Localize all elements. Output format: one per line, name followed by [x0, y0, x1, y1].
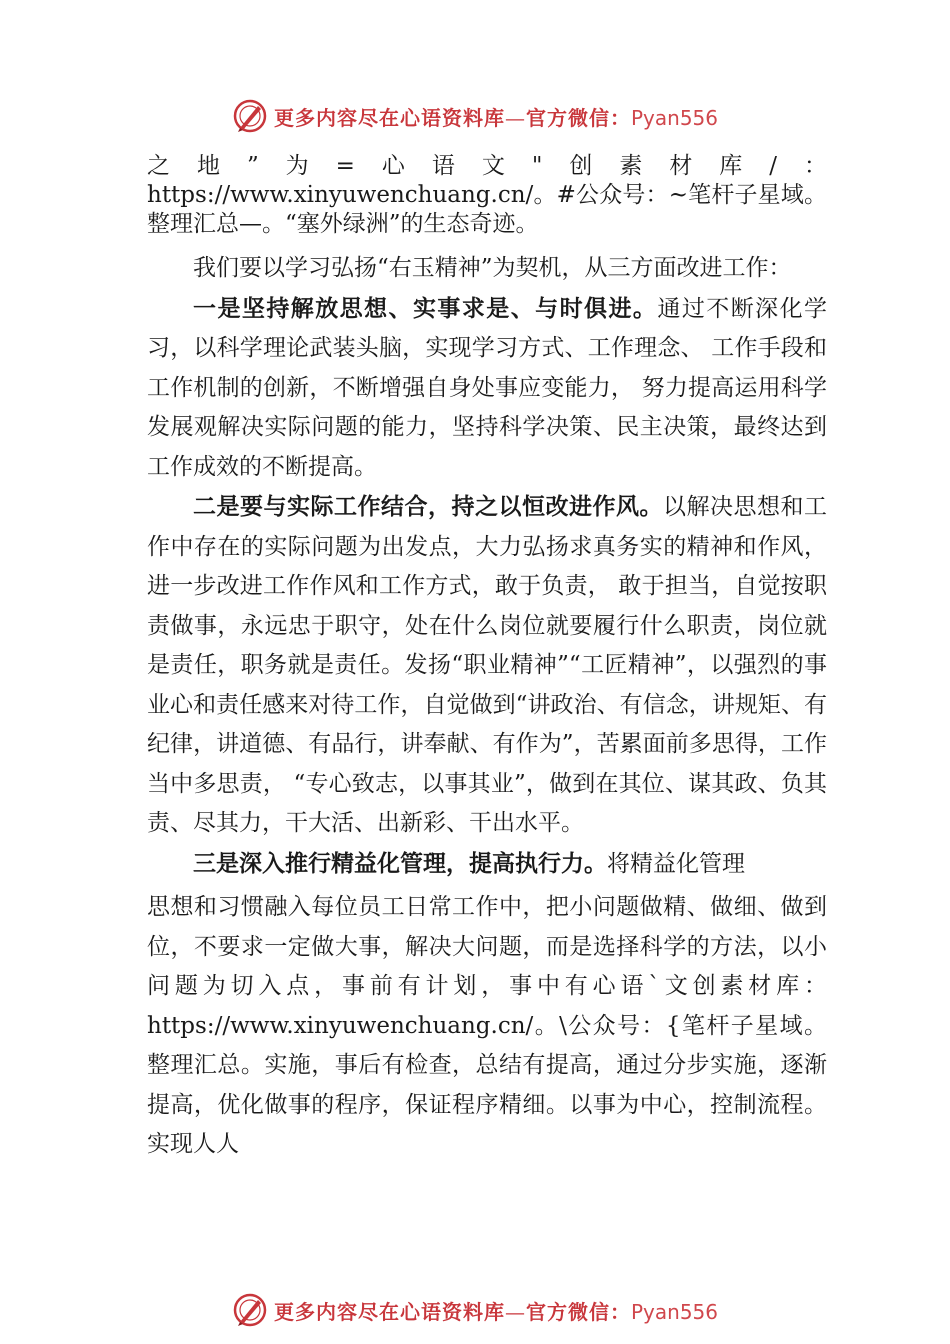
header-banner — [0, 96, 950, 136]
banner-text — [274, 102, 718, 131]
banner-text — [274, 1296, 718, 1325]
banner-title: 更多内容尽在心语资料库 — [273, 105, 505, 130]
banner-separator: — — [504, 1299, 526, 1324]
point-three-text: 将精益化管理 — [607, 850, 745, 877]
point-three-heading: 三是深入推行精益化管理，提高执行力。 — [193, 849, 607, 877]
banner-separator: — — [504, 105, 526, 130]
paragraph-opening: 我们要以学习弘扬“右玉精神”为契机，从三方面改进工作： — [193, 255, 792, 281]
banner-label: 官方微信： — [525, 105, 631, 130]
point-two-text: 以解决思想和工作中存在的实际问题为出发点，大力弘扬求真务实的精神和作风，进一步改进工作作风和工作方式，敢于负责， 敢于担当，自觉按职责做事，永远忠于职守，处在什么岗位就要履行什么职责，岗位就是责任，职务就是责任。发扬“职业精神”“工匠精神”，以强烈的事业心和责任感来对待工作，自觉做到“讲政治、有信念，讲规矩、有纪律，讲道德、有品行，讲奉献、有作为”，苦累面前多思得，工作当中多思责， “专心致志，以事其业”，做到在其位、谋其政、负其责、尽其力，干大活、出新彩、干出水平。 — [147, 494, 827, 836]
point-two-heading: 二是要与实际工作结合，持之以恒改进作风。 — [193, 493, 663, 520]
banner-handle: Pyan556 — [630, 1299, 718, 1324]
document-body — [147, 152, 827, 1165]
footer-banner — [0, 1290, 950, 1330]
banner-label: 官方微信： — [525, 1299, 631, 1324]
banner-title: 更多内容尽在心语资料库 — [273, 1299, 505, 1324]
paragraph-point-two — [147, 487, 827, 844]
point-one-text: 通过不断深化学习，以科学理论武装头脑，实现学习方式、工作理念、 工作手段和工作机制的创新，不断增强自身处事应变能力， 努力提高运用科学发展观解决实际问题的能力，坚持科学决策、民主决策，最终达到工作成效的不断提高。 — [147, 295, 828, 480]
paragraph-intro: 之地”为=心语文"创素材库/：https://www.xinyuwenchuang.cn/。#公众号：~笔杆子星域。整理汇总—。“塞外绿洲”的生态奇迹。 — [147, 153, 827, 237]
paragraph-continuation: 思想和习惯融入每位员工日常工作中，把小问题做精、做细、做到位，不要求一定做大事，解决大问题，而是选择科学的方法，以小问题为切入点，事前有计划，事中有心语`文创素材库：https://www.xinyuwenchuang.cn/。\公众号：{笔杆子星域。整理汇总。实施，事后有检查，总结有提高，通过分步实施，逐渐提高，优化做事的程序，保证程序精细。以事为中心，控制流程。实现人人 — [147, 894, 827, 1157]
red-pen-seal-icon — [232, 1292, 268, 1328]
point-one-heading: 一是坚持解放思想、实事求是、与时俱进。 — [193, 294, 658, 322]
banner-handle: Pyan556 — [630, 105, 718, 130]
paragraph-point-three — [147, 844, 827, 885]
paragraph-point-one — [147, 289, 827, 488]
red-pen-seal-icon — [232, 98, 268, 134]
